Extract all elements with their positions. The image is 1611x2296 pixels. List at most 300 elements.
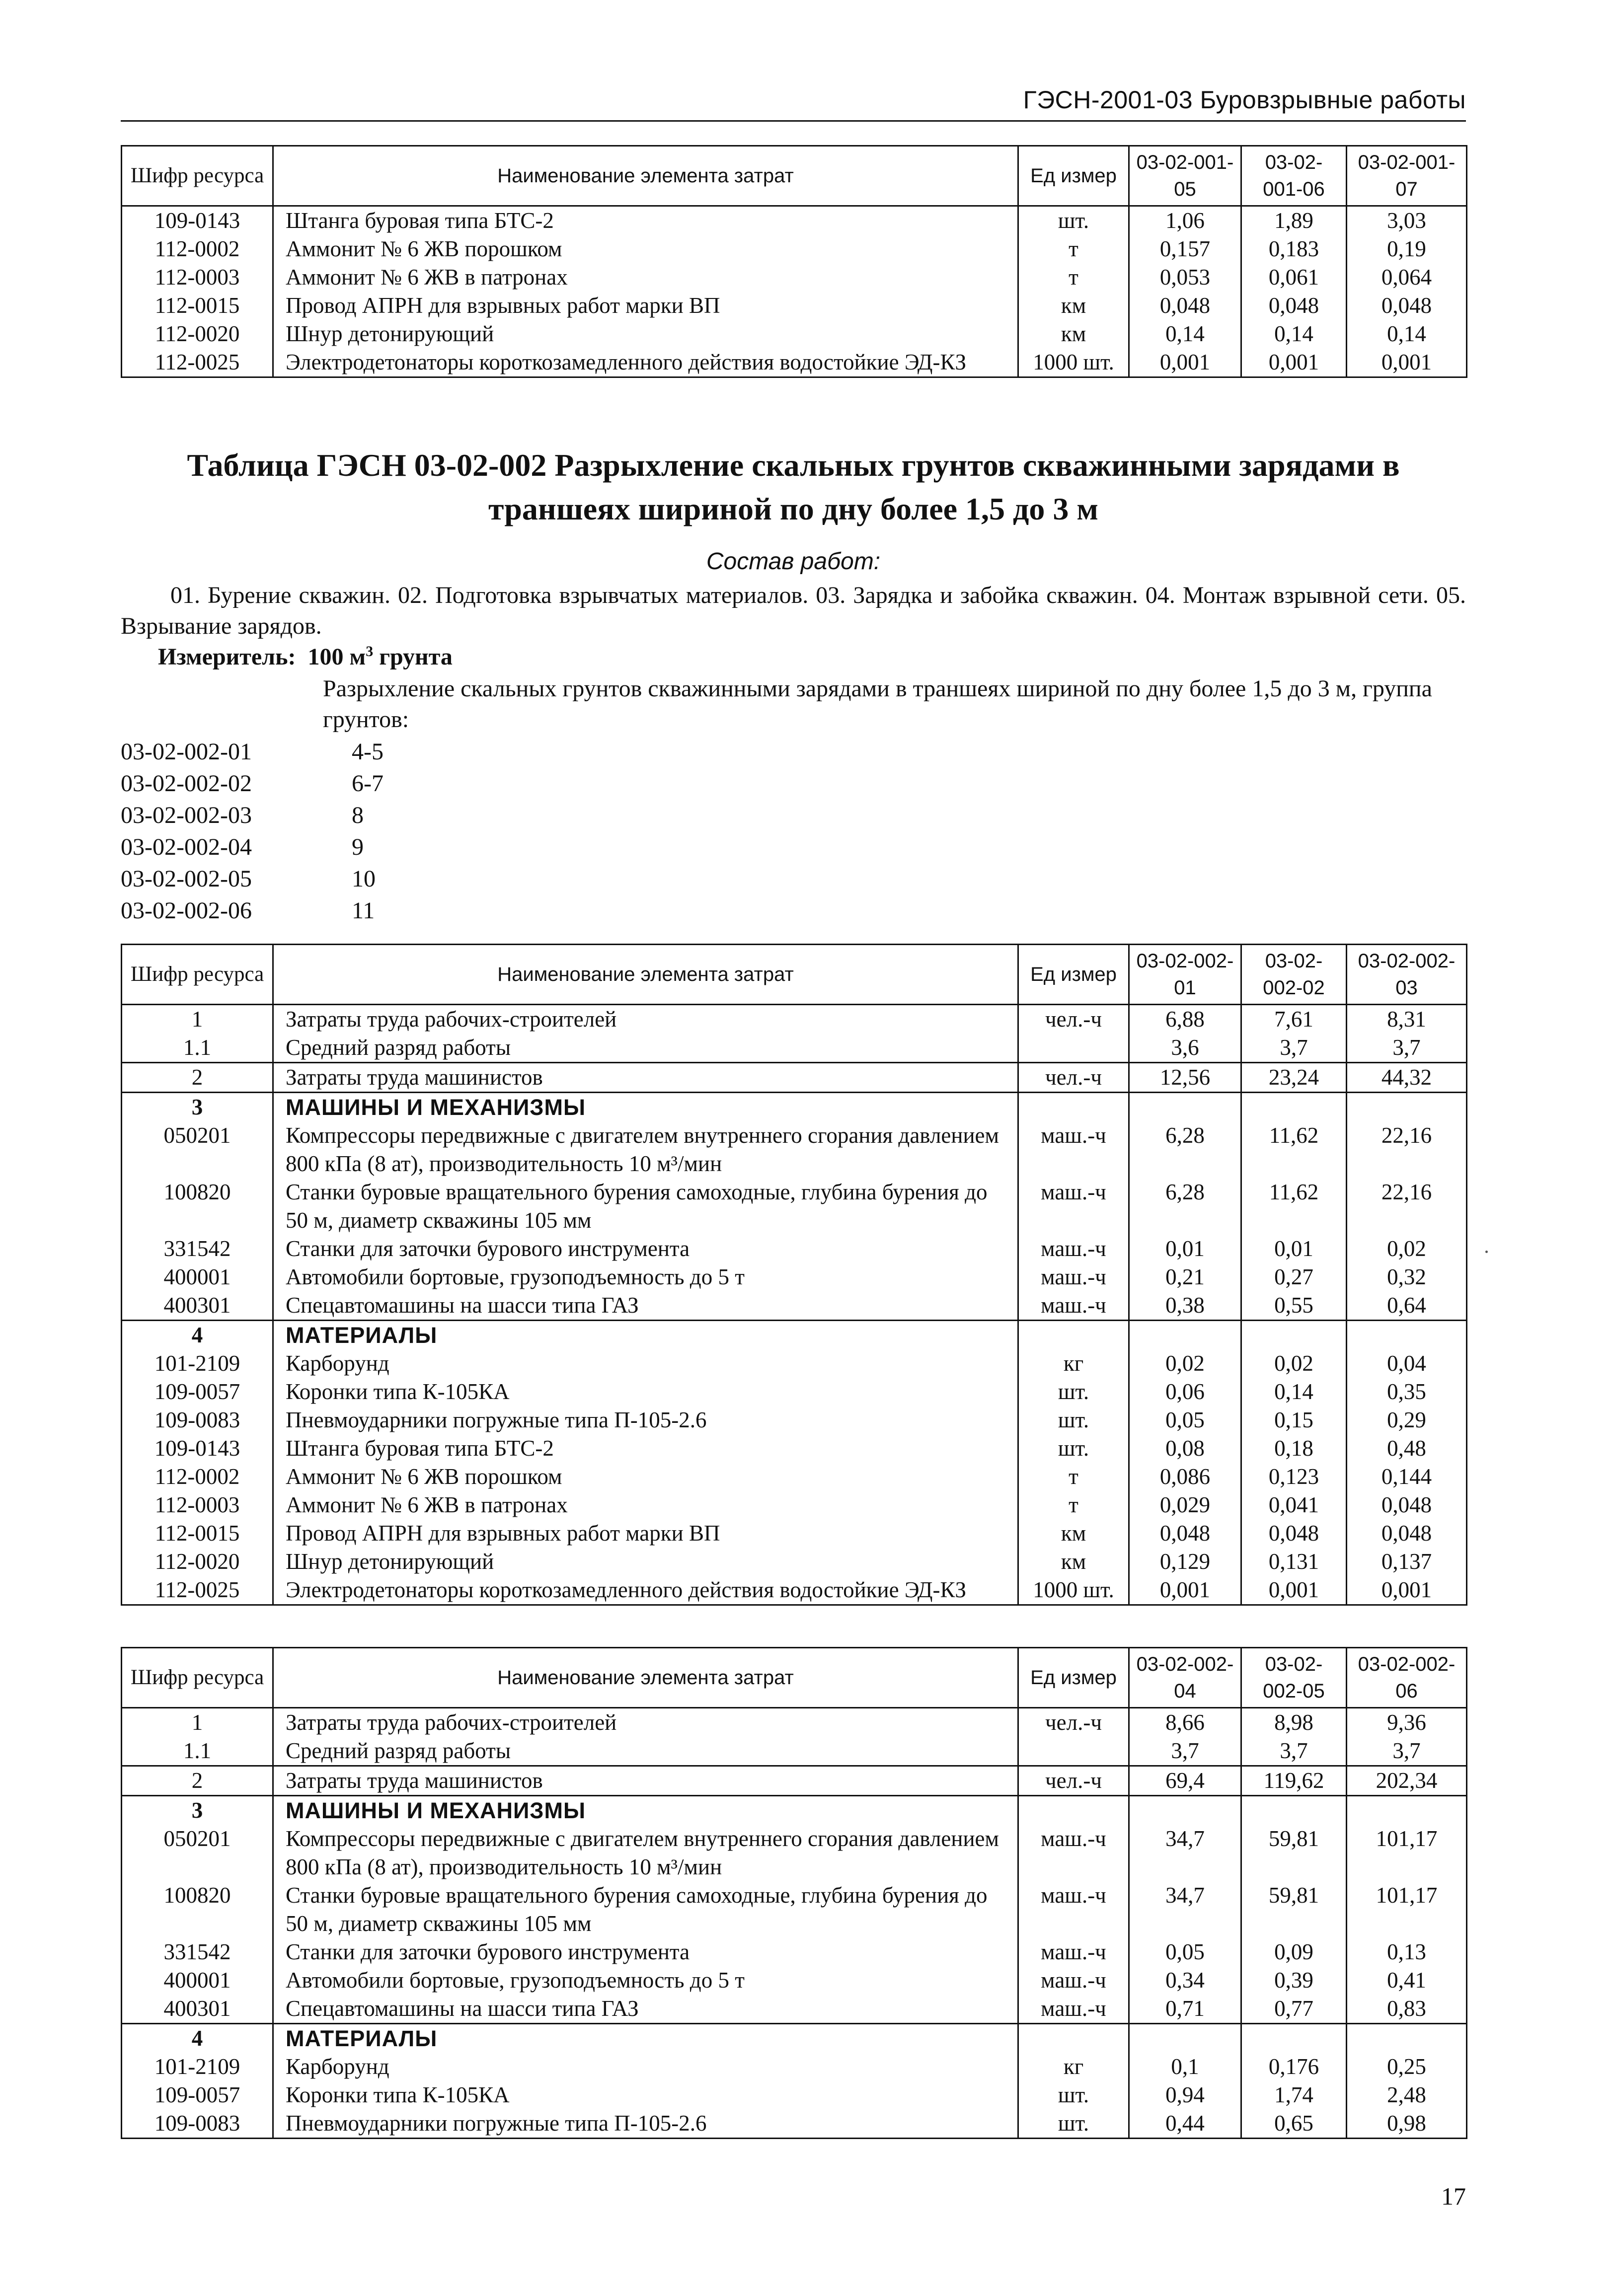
value-cell: 0,14 — [1347, 320, 1467, 348]
value-cell: 0,64 — [1347, 1291, 1467, 1321]
resource-name: Затраты труда рабочих-строителей — [273, 1005, 1018, 1034]
unit-cell: маш.-ч — [1018, 1121, 1129, 1178]
value-cell: 0,123 — [1241, 1463, 1347, 1491]
resource-code: 400001 — [122, 1263, 273, 1291]
header-rule — [121, 120, 1466, 122]
table-body — [122, 206, 1467, 377]
value-cell: 11,62 — [1241, 1178, 1347, 1235]
table-row — [122, 1178, 1467, 1235]
resource-name: Коронки типа К-105КА — [273, 2081, 1018, 2109]
value-cell: 0,048 — [1347, 1519, 1467, 1548]
resource-name: Аммонит № 6 ЖВ порошком — [273, 1463, 1018, 1491]
value-cell: 0,83 — [1347, 1995, 1467, 2024]
table-row — [122, 1378, 1467, 1406]
resource-name: Провод АПРН для взрывных работ марки ВП — [273, 1519, 1018, 1548]
resource-code: 050201 — [122, 1121, 273, 1178]
unit-cell: чел.-ч — [1018, 1708, 1129, 1737]
table-row — [122, 1995, 1467, 2024]
unit-cell — [1018, 1737, 1129, 1766]
value-cell: 0,02 — [1347, 1235, 1467, 1263]
resource-code: 109-0057 — [122, 2081, 273, 2109]
value-cell: 0,02 — [1129, 1349, 1241, 1378]
resource-name: Пневмоударники погружные типа П-105-2.6 — [273, 1406, 1018, 1434]
value-cell: 0,08 — [1129, 1434, 1241, 1463]
unit-cell: шт. — [1018, 1378, 1129, 1406]
resource-code: 101-2109 — [122, 1349, 273, 1378]
unit-cell: кг — [1018, 1349, 1129, 1378]
resource-code: 112-0015 — [122, 1519, 273, 1548]
table-row — [122, 2109, 1467, 2139]
table-row — [122, 263, 1467, 292]
resource-name: МАШИНЫ И МЕХАНИЗМЫ — [273, 1093, 1018, 1122]
header-code: Шифр ресурса — [122, 1648, 273, 1708]
value-cell: 0,131 — [1241, 1548, 1347, 1576]
value-cell: 0,029 — [1129, 1491, 1241, 1519]
table-row — [122, 1434, 1467, 1463]
resource-name: Электродетонаторы короткозамедленного действия водостойкие ЭД-КЗ — [273, 348, 1018, 377]
unit-cell: маш.-ч — [1018, 1235, 1129, 1263]
value-cell: 1,89 — [1241, 206, 1347, 235]
table-row — [122, 2053, 1467, 2081]
resource-name: Аммонит № 6 ЖВ в патронах — [273, 263, 1018, 292]
table-row — [122, 1406, 1467, 1434]
unit-cell: маш.-ч — [1018, 1825, 1129, 1881]
value-cell: 0,44 — [1129, 2109, 1241, 2139]
table-row — [122, 320, 1467, 348]
unit-cell: маш.-ч — [1018, 1995, 1129, 2024]
variant-code: 03-02-002-05 — [121, 866, 252, 892]
unit-cell: 1000 шт. — [1018, 1576, 1129, 1605]
unit-cell: км — [1018, 1519, 1129, 1548]
value-cell: 0,25 — [1347, 2053, 1467, 2081]
value-cell: 0,048 — [1241, 292, 1347, 320]
value-cell: 0,14 — [1129, 320, 1241, 348]
resource-table-top — [121, 145, 1467, 378]
variant-code: 03-02-002-01 — [121, 739, 252, 765]
meter-tail: грунта — [373, 644, 453, 670]
resource-code: 400301 — [122, 1291, 273, 1321]
value-cell: 0,144 — [1347, 1463, 1467, 1491]
resource-code: 4 — [122, 2024, 273, 2053]
value-cell: 101,17 — [1347, 1825, 1467, 1881]
section-row — [122, 1093, 1467, 1122]
value-cell: 0,35 — [1347, 1378, 1467, 1406]
value-cell: 59,81 — [1241, 1825, 1347, 1881]
section-row — [122, 1321, 1467, 1350]
value-cell: 3,7 — [1241, 1034, 1347, 1063]
header-unit: Ед измер — [1018, 1648, 1129, 1708]
unit-cell: маш.-ч — [1018, 1263, 1129, 1291]
resource-name: Спецавтомашины на шасси типа ГАЗ — [273, 1995, 1018, 2024]
table-title — [121, 444, 1466, 531]
unit-cell: чел.-ч — [1018, 1005, 1129, 1034]
resource-code: 109-0083 — [122, 1406, 273, 1434]
resource-code: 109-0057 — [122, 1378, 273, 1406]
value-cell: 0,29 — [1347, 1406, 1467, 1434]
table-row — [122, 1881, 1467, 1938]
resource-name: МАТЕРИАЛЫ — [273, 1321, 1018, 1350]
variant-code: 03-02-002-04 — [121, 834, 252, 860]
variant-code: 03-02-002-03 — [121, 802, 252, 828]
resource-name: Штанга буровая типа БТС-2 — [273, 206, 1018, 235]
table-row — [122, 1708, 1467, 1737]
value-cell: 0,176 — [1241, 2053, 1347, 2081]
section-row — [122, 2024, 1467, 2053]
table-row — [122, 1548, 1467, 1576]
header-code: Шифр ресурса — [122, 146, 273, 206]
header-col-2: 03-02-002-05 — [1241, 1648, 1347, 1708]
value-cell: 1,74 — [1241, 2081, 1347, 2109]
works-label: Состав работ: — [706, 548, 881, 575]
value-cell — [1241, 1321, 1347, 1350]
resource-code: 400001 — [122, 1966, 273, 1995]
unit-cell: км — [1018, 320, 1129, 348]
works-text: 01. Бурение скважин. 02. Подготовка взрывчатых материалов. 03. Зарядка и забойка скважин. 04. Монтаж взрывной сети. 05. Взрывание зарядов. — [121, 582, 1466, 639]
value-cell: 0,157 — [1129, 235, 1241, 263]
unit-cell: чел.-ч — [1018, 1063, 1129, 1093]
unit-cell: маш.-ч — [1018, 1178, 1129, 1235]
value-cell: 0,086 — [1129, 1463, 1241, 1491]
value-cell: 59,81 — [1241, 1881, 1347, 1938]
value-cell: 0,71 — [1129, 1995, 1241, 2024]
value-cell: 0,34 — [1129, 1966, 1241, 1995]
value-cell: 0,137 — [1347, 1548, 1467, 1576]
value-cell: 0,06 — [1129, 1378, 1241, 1406]
resource-name: Коронки типа К-105КА — [273, 1378, 1018, 1406]
header-name: Наименование элемента затрат — [273, 1648, 1018, 1708]
value-cell: 0,65 — [1241, 2109, 1347, 2139]
value-cell: 0,001 — [1129, 348, 1241, 377]
meter-line — [158, 642, 453, 672]
unit-cell: маш.-ч — [1018, 1966, 1129, 1995]
value-cell: 3,7 — [1241, 1737, 1347, 1766]
value-cell: 0,001 — [1241, 348, 1347, 377]
unit-cell: км — [1018, 1548, 1129, 1576]
value-cell: 2,48 — [1347, 2081, 1467, 2109]
value-cell: 0,064 — [1347, 263, 1467, 292]
resource-code: 1 — [122, 1005, 273, 1034]
resource-name: Станки буровые вращательного бурения самоходные, глубина бурения до 50 м, диаметр скважины 105 мм — [273, 1881, 1018, 1938]
value-cell: 0,001 — [1241, 1576, 1347, 1605]
header-col-2: 03-02-002-02 — [1241, 945, 1347, 1005]
value-cell: 0,048 — [1129, 1519, 1241, 1548]
table-row — [122, 1291, 1467, 1321]
resource-code: 112-0020 — [122, 320, 273, 348]
value-cell: 0,048 — [1347, 292, 1467, 320]
value-cell: 119,62 — [1241, 1766, 1347, 1796]
value-cell: 3,6 — [1129, 1034, 1241, 1063]
unit-cell: маш.-ч — [1018, 1938, 1129, 1966]
table-row — [122, 1519, 1467, 1548]
value-cell: 0,09 — [1241, 1938, 1347, 1966]
resource-name: Аммонит № 6 ЖВ в патронах — [273, 1491, 1018, 1519]
header-col-1: 03-02-002-04 — [1129, 1648, 1241, 1708]
value-cell: 0,14 — [1241, 1378, 1347, 1406]
value-cell: 0,01 — [1129, 1235, 1241, 1263]
resource-code: 4 — [122, 1321, 273, 1350]
value-cell: 0,38 — [1129, 1291, 1241, 1321]
value-cell: 6,28 — [1129, 1121, 1241, 1178]
table-row — [122, 348, 1467, 377]
resource-name: Электродетонаторы короткозамедленного действия водостойкие ЭД-КЗ — [273, 1576, 1018, 1605]
value-cell: 7,61 — [1241, 1005, 1347, 1034]
table-body — [122, 1708, 1467, 2139]
meter-label: Измеритель: — [158, 644, 296, 670]
table-row — [122, 1576, 1467, 1605]
page-header: ГЭСН-2001-03 Буровзрывные работы — [1023, 86, 1466, 114]
header-col-3: 03-02-002-03 — [1347, 945, 1467, 1005]
table-row — [122, 1737, 1467, 1766]
value-cell: 1,06 — [1129, 206, 1241, 235]
resource-name: Станки для заточки бурового инструмента — [273, 1235, 1018, 1263]
value-cell — [1347, 1093, 1467, 1122]
value-cell — [1347, 1796, 1467, 1825]
value-cell: 0,48 — [1347, 1434, 1467, 1463]
value-cell: 0,19 — [1347, 235, 1467, 263]
value-cell: 6,28 — [1129, 1178, 1241, 1235]
header-name: Наименование элемента затрат — [273, 146, 1018, 206]
value-cell: 8,31 — [1347, 1005, 1467, 1034]
resource-name: Средний разряд работы — [273, 1737, 1018, 1766]
value-cell: 34,7 — [1129, 1825, 1241, 1881]
resource-name: Автомобили бортовые, грузоподъемность до 5 т — [273, 1263, 1018, 1291]
resource-table-mid — [121, 944, 1467, 1606]
unit-cell — [1018, 2024, 1129, 2053]
value-cell — [1129, 2024, 1241, 2053]
resource-code: 3 — [122, 1796, 273, 1825]
resource-name: Аммонит № 6 ЖВ порошком — [273, 235, 1018, 263]
value-cell: 3,7 — [1347, 1034, 1467, 1063]
value-cell: 0,001 — [1129, 1576, 1241, 1605]
unit-cell: шт. — [1018, 1406, 1129, 1434]
table-row — [122, 1063, 1467, 1093]
resource-code: 3 — [122, 1093, 273, 1122]
resource-code: 2 — [122, 1766, 273, 1796]
meter-sup: 3 — [366, 643, 374, 660]
value-cell: 101,17 — [1347, 1881, 1467, 1938]
resource-name: Пневмоударники погружные типа П-105-2.6 — [273, 2109, 1018, 2139]
resource-name: Компрессоры передвижные с двигателем внутреннего сгорания давлением 800 кПа (8 ат), производительность 10 м³/мин — [273, 1825, 1018, 1881]
resource-code: 112-0002 — [122, 235, 273, 263]
header-col-1: 03-02-001-05 — [1129, 146, 1241, 206]
unit-cell — [1018, 1796, 1129, 1825]
unit-cell — [1018, 1321, 1129, 1350]
resource-name: Затраты труда машинистов — [273, 1063, 1018, 1093]
value-cell — [1129, 1796, 1241, 1825]
variant-group: 10 — [352, 866, 376, 892]
table-row — [122, 1966, 1467, 1995]
resource-code: 331542 — [122, 1235, 273, 1263]
value-cell: 3,03 — [1347, 206, 1467, 235]
table-row — [122, 235, 1467, 263]
value-cell: 8,98 — [1241, 1708, 1347, 1737]
header-col-3: 03-02-001-07 — [1347, 146, 1467, 206]
value-cell: 34,7 — [1129, 1881, 1241, 1938]
value-cell — [1347, 1321, 1467, 1350]
value-cell: 0,01 — [1241, 1235, 1347, 1263]
resource-code: 400301 — [122, 1995, 273, 2024]
value-cell: 0,001 — [1347, 348, 1467, 377]
header-unit: Ед измер — [1018, 945, 1129, 1005]
header-col-2: 03-02-001-06 — [1241, 146, 1347, 206]
value-cell: 9,36 — [1347, 1708, 1467, 1737]
table-row — [122, 1005, 1467, 1034]
value-cell: 0,18 — [1241, 1434, 1347, 1463]
value-cell: 0,94 — [1129, 2081, 1241, 2109]
resource-name: Карборунд — [273, 1349, 1018, 1378]
value-cell: 69,4 — [1129, 1766, 1241, 1796]
unit-cell: т — [1018, 1491, 1129, 1519]
value-cell: 0,32 — [1347, 1263, 1467, 1291]
resource-name: Карборунд — [273, 2053, 1018, 2081]
table-body — [122, 1005, 1467, 1605]
resource-code: 331542 — [122, 1938, 273, 1966]
value-cell: 0,77 — [1241, 1995, 1347, 2024]
resource-code: 100820 — [122, 1881, 273, 1938]
resource-name: Затраты труда рабочих-строителей — [273, 1708, 1018, 1737]
value-cell — [1241, 1093, 1347, 1122]
unit-cell: шт. — [1018, 2109, 1129, 2139]
meter-description: Разрыхление скальных грунтов скважинными зарядами в траншеях шириной по дну более 1,5 до 3 м, группа грунтов: — [323, 675, 1432, 733]
resource-code: 100820 — [122, 1178, 273, 1235]
resource-code: 112-0025 — [122, 1576, 273, 1605]
unit-cell — [1018, 1093, 1129, 1122]
table-row — [122, 1938, 1467, 1966]
resource-name: Затраты труда машинистов — [273, 1766, 1018, 1796]
value-cell: 44,32 — [1347, 1063, 1467, 1093]
value-cell: 0,39 — [1241, 1966, 1347, 1995]
table-row — [122, 1121, 1467, 1178]
resource-code: 1.1 — [122, 1034, 273, 1063]
resource-code: 112-0002 — [122, 1463, 273, 1491]
value-cell: 0,001 — [1347, 1576, 1467, 1605]
value-cell: 0,1 — [1129, 2053, 1241, 2081]
unit-cell: маш.-ч — [1018, 1881, 1129, 1938]
unit-cell: т — [1018, 1463, 1129, 1491]
table-row — [122, 2081, 1467, 2109]
value-cell: 0,27 — [1241, 1263, 1347, 1291]
resource-code: 112-0020 — [122, 1548, 273, 1576]
resource-code: 112-0003 — [122, 1491, 273, 1519]
value-cell: 0,129 — [1129, 1548, 1241, 1576]
resource-code: 109-0083 — [122, 2109, 273, 2139]
header-col-3: 03-02-002-06 — [1347, 1648, 1467, 1708]
scan-dot — [1485, 1251, 1488, 1253]
value-cell: 0,98 — [1347, 2109, 1467, 2139]
variant-group: 9 — [352, 834, 364, 860]
value-cell: 8,66 — [1129, 1708, 1241, 1737]
variant-code: 03-02-002-02 — [121, 770, 252, 797]
resource-name: МАТЕРИАЛЫ — [273, 2024, 1018, 2053]
value-cell — [1241, 1796, 1347, 1825]
value-cell: 6,88 — [1129, 1005, 1241, 1034]
resource-code: 2 — [122, 1063, 273, 1093]
value-cell: 3,7 — [1129, 1737, 1241, 1766]
resource-name: МАШИНЫ И МЕХАНИЗМЫ — [273, 1796, 1018, 1825]
variant-group: 6-7 — [352, 770, 384, 797]
unit-cell: км — [1018, 292, 1129, 320]
variant-code: 03-02-002-06 — [121, 897, 252, 924]
unit-cell: 1000 шт. — [1018, 348, 1129, 377]
value-cell: 22,16 — [1347, 1178, 1467, 1235]
value-cell — [1241, 2024, 1347, 2053]
value-cell: 0,14 — [1241, 320, 1347, 348]
value-cell: 0,02 — [1241, 1349, 1347, 1378]
resource-code: 109-0143 — [122, 206, 273, 235]
value-cell: 0,048 — [1241, 1519, 1347, 1548]
value-cell: 0,05 — [1129, 1406, 1241, 1434]
table-row — [122, 1766, 1467, 1796]
unit-cell: т — [1018, 263, 1129, 292]
value-cell: 22,16 — [1347, 1121, 1467, 1178]
value-cell — [1129, 1093, 1241, 1122]
table-row — [122, 1235, 1467, 1263]
unit-cell: маш.-ч — [1018, 1291, 1129, 1321]
value-cell: 12,56 — [1129, 1063, 1241, 1093]
value-cell: 0,061 — [1241, 263, 1347, 292]
table-row — [122, 1349, 1467, 1378]
unit-cell: шт. — [1018, 2081, 1129, 2109]
resource-code: 112-0015 — [122, 292, 273, 320]
resource-code: 1 — [122, 1708, 273, 1737]
table-row — [122, 206, 1467, 235]
resource-name: Станки буровые вращательного бурения самоходные, глубина бурения до 50 м, диаметр скважины 105 мм — [273, 1178, 1018, 1235]
resource-name: Шнур детонирующий — [273, 320, 1018, 348]
table-row — [122, 1034, 1467, 1063]
value-cell: 0,048 — [1347, 1491, 1467, 1519]
variant-group: 8 — [352, 802, 364, 828]
value-cell — [1129, 1321, 1241, 1350]
value-cell: 11,62 — [1241, 1121, 1347, 1178]
resource-name: Спецавтомашины на шасси типа ГАЗ — [273, 1291, 1018, 1321]
table-row — [122, 1463, 1467, 1491]
value-cell: 0,04 — [1347, 1349, 1467, 1378]
resource-name: Станки для заточки бурового инструмента — [273, 1938, 1018, 1966]
resource-name: Автомобили бортовые, грузоподъемность до 5 т — [273, 1966, 1018, 1995]
resource-code: 109-0143 — [122, 1434, 273, 1463]
header-unit: Ед измер — [1018, 146, 1129, 206]
header-col-1: 03-02-002-01 — [1129, 945, 1241, 1005]
value-cell: 0,05 — [1129, 1938, 1241, 1966]
value-cell: 0,183 — [1241, 235, 1347, 263]
value-cell: 0,21 — [1129, 1263, 1241, 1291]
value-cell: 0,41 — [1347, 1966, 1467, 1995]
resource-name: Компрессоры передвижные с двигателем внутреннего сгорания давлением 800 кПа (8 ат), производительность 10 м³/мин — [273, 1121, 1018, 1178]
variant-group: 4-5 — [352, 739, 384, 765]
table-title-line-2: траншеях шириной по дну более 1,5 до 3 м — [488, 491, 1098, 526]
unit-cell: шт. — [1018, 1434, 1129, 1463]
resource-name: Шнур детонирующий — [273, 1548, 1018, 1576]
value-cell: 23,24 — [1241, 1063, 1347, 1093]
unit-cell — [1018, 1034, 1129, 1063]
resource-code: 1.1 — [122, 1737, 273, 1766]
value-cell: 202,34 — [1347, 1766, 1467, 1796]
resource-table-bottom — [121, 1647, 1467, 2139]
resource-code: 050201 — [122, 1825, 273, 1881]
table-row — [122, 1491, 1467, 1519]
header-code: Шифр ресурса — [122, 945, 273, 1005]
unit-cell: чел.-ч — [1018, 1766, 1129, 1796]
resource-name: Средний разряд работы — [273, 1034, 1018, 1063]
variant-group: 11 — [352, 897, 375, 924]
table-row — [122, 1263, 1467, 1291]
value-cell: 0,55 — [1241, 1291, 1347, 1321]
unit-cell: т — [1018, 235, 1129, 263]
resource-code: 112-0003 — [122, 263, 273, 292]
value-cell: 3,7 — [1347, 1737, 1467, 1766]
value-cell — [1347, 2024, 1467, 2053]
value-cell: 0,13 — [1347, 1938, 1467, 1966]
